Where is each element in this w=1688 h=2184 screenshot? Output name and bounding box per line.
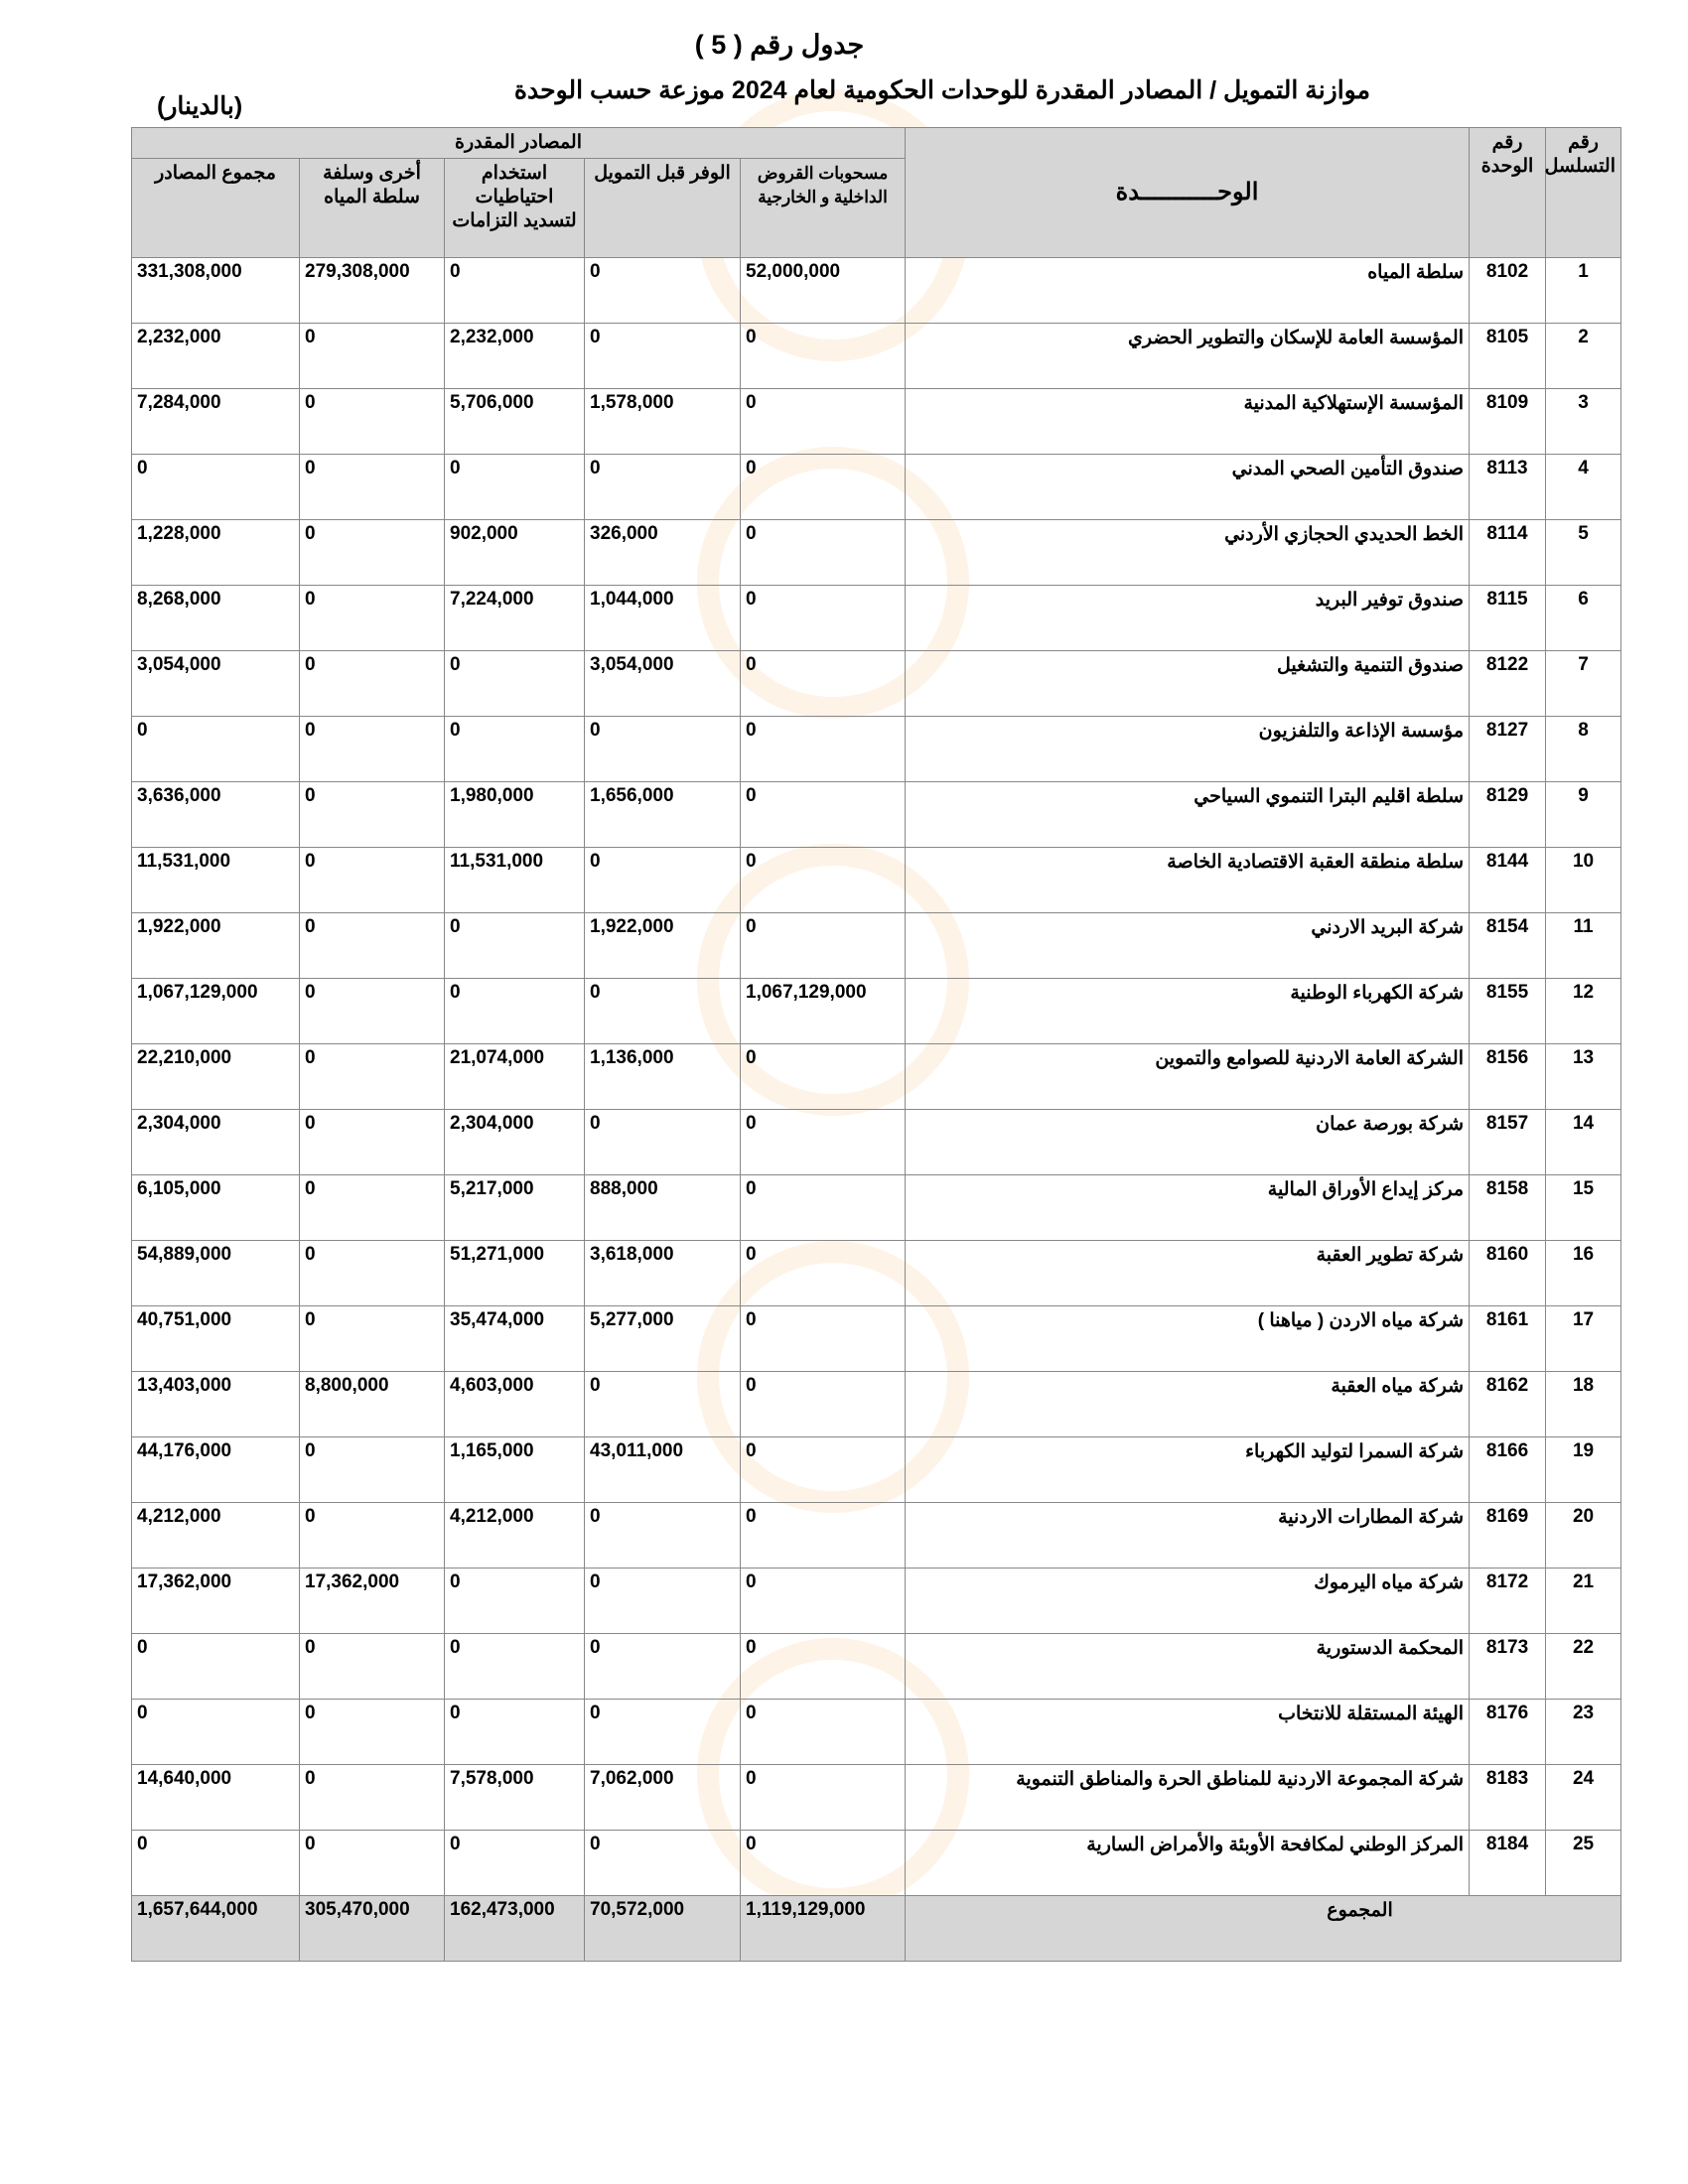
unit-code-cell: 8114 xyxy=(1470,520,1546,586)
header-reserves: استخدام احتياطيات لتسديد التزامات xyxy=(445,159,585,258)
surplus-cell: 0 xyxy=(585,455,741,520)
unit-code-cell: 8161 xyxy=(1470,1306,1546,1372)
surplus-cell: 1,656,000 xyxy=(585,782,741,848)
totals-row xyxy=(132,1896,1621,1962)
surplus-cell: 3,618,000 xyxy=(585,1241,741,1306)
serial-cell: 4 xyxy=(1546,455,1621,520)
table-row xyxy=(132,1110,1621,1175)
total-cell: 2,304,000 xyxy=(132,1110,300,1175)
reserves-cell: 0 xyxy=(445,979,585,1044)
surplus-cell: 1,136,000 xyxy=(585,1044,741,1110)
header-total: مجموع المصادر xyxy=(132,159,300,258)
total-cell: 0 xyxy=(132,1700,300,1765)
total-cell: 13,403,000 xyxy=(132,1372,300,1437)
reserves-cell: 0 xyxy=(445,913,585,979)
serial-cell: 7 xyxy=(1546,651,1621,717)
loans-cell: 0 xyxy=(741,1634,906,1700)
table-row xyxy=(132,1044,1621,1110)
table-row xyxy=(132,455,1621,520)
total-cell: 331,308,000 xyxy=(132,258,300,324)
other-cell: 0 xyxy=(300,1831,445,1896)
reserves-cell: 51,271,000 xyxy=(445,1241,585,1306)
unit-code-cell: 8183 xyxy=(1470,1765,1546,1831)
serial-cell: 10 xyxy=(1546,848,1621,913)
serial-cell: 14 xyxy=(1546,1110,1621,1175)
surplus-cell: 0 xyxy=(585,1700,741,1765)
total-cell: 6,105,000 xyxy=(132,1175,300,1241)
unit-name-cell: شركة المطارات الاردنية xyxy=(906,1503,1470,1569)
other-cell: 0 xyxy=(300,1765,445,1831)
other-cell: 0 xyxy=(300,520,445,586)
unit-name-cell: مؤسسة الإذاعة والتلفزيون xyxy=(906,717,1470,782)
total-cell: 4,212,000 xyxy=(132,1503,300,1569)
serial-cell: 5 xyxy=(1546,520,1621,586)
loans-cell: 0 xyxy=(741,1765,906,1831)
unit-name-cell: مركز إيداع الأوراق المالية xyxy=(906,1175,1470,1241)
serial-cell: 9 xyxy=(1546,782,1621,848)
other-cell: 0 xyxy=(300,389,445,455)
other-cell: 0 xyxy=(300,1306,445,1372)
total-reserves-cell: 162,473,000 xyxy=(445,1896,585,1962)
unit-name-cell: شركة مياه الاردن ( مياهنا ) xyxy=(906,1306,1470,1372)
table-row xyxy=(132,1437,1621,1503)
reserves-cell: 5,706,000 xyxy=(445,389,585,455)
document-subtitle: موازنة التمويل / المصادر المقدرة للوحدات الحكومية لعام 2024 موزعة حسب الوحدة xyxy=(513,76,1370,104)
header-sources-group: المصادر المقدرة xyxy=(132,128,906,159)
other-cell: 0 xyxy=(300,1700,445,1765)
loans-cell: 0 xyxy=(741,782,906,848)
total-cell: 2,232,000 xyxy=(132,324,300,389)
budget-table xyxy=(131,127,1621,1962)
loans-cell: 0 xyxy=(741,1110,906,1175)
reserves-cell: 5,217,000 xyxy=(445,1175,585,1241)
serial-cell: 11 xyxy=(1546,913,1621,979)
table-row xyxy=(132,1306,1621,1372)
unit-name-cell: الخط الحديدي الحجازي الأردني xyxy=(906,520,1470,586)
unit-code-cell: 8169 xyxy=(1470,1503,1546,1569)
unit-name-cell: شركة السمرا لتوليد الكهرباء xyxy=(906,1437,1470,1503)
serial-cell: 19 xyxy=(1546,1437,1621,1503)
table-row xyxy=(132,586,1621,651)
unit-name-cell: سلطة المياه xyxy=(906,258,1470,324)
total-cell: 40,751,000 xyxy=(132,1306,300,1372)
surplus-cell: 5,277,000 xyxy=(585,1306,741,1372)
other-cell: 0 xyxy=(300,782,445,848)
table-row xyxy=(132,913,1621,979)
table-row xyxy=(132,324,1621,389)
unit-name-cell: المؤسسة الإستهلاكية المدنية xyxy=(906,389,1470,455)
reserves-cell: 0 xyxy=(445,1569,585,1634)
reserves-cell: 0 xyxy=(445,651,585,717)
other-cell: 0 xyxy=(300,1241,445,1306)
unit-code-cell: 8184 xyxy=(1470,1831,1546,1896)
serial-cell: 20 xyxy=(1546,1503,1621,1569)
unit-name-cell: شركة مياه العقبة xyxy=(906,1372,1470,1437)
unit-code-cell: 8154 xyxy=(1470,913,1546,979)
totals-label: المجموع xyxy=(906,1896,1621,1962)
reserves-cell: 21,074,000 xyxy=(445,1044,585,1110)
reserves-cell: 4,212,000 xyxy=(445,1503,585,1569)
reserves-cell: 0 xyxy=(445,455,585,520)
table-row xyxy=(132,520,1621,586)
surplus-cell: 0 xyxy=(585,1634,741,1700)
header-unit: الوحـــــــــــدة xyxy=(906,128,1470,258)
reserves-cell: 0 xyxy=(445,717,585,782)
unit-name-cell: صندوق التأمين الصحي المدني xyxy=(906,455,1470,520)
loans-cell: 0 xyxy=(741,1306,906,1372)
loans-cell: 0 xyxy=(741,913,906,979)
other-cell: 0 xyxy=(300,913,445,979)
loans-cell: 0 xyxy=(741,848,906,913)
loans-cell: 0 xyxy=(741,1372,906,1437)
total-cell: 1,067,129,000 xyxy=(132,979,300,1044)
surplus-cell: 326,000 xyxy=(585,520,741,586)
currency-unit: (بالدينار) xyxy=(157,92,243,120)
table-row xyxy=(132,1765,1621,1831)
unit-name-cell: المحكمة الدستورية xyxy=(906,1634,1470,1700)
loans-cell: 0 xyxy=(741,1241,906,1306)
surplus-cell: 0 xyxy=(585,1372,741,1437)
reserves-cell: 7,578,000 xyxy=(445,1765,585,1831)
surplus-cell: 1,578,000 xyxy=(585,389,741,455)
reserves-cell: 902,000 xyxy=(445,520,585,586)
serial-cell: 13 xyxy=(1546,1044,1621,1110)
unit-code-cell: 8158 xyxy=(1470,1175,1546,1241)
unit-name-cell: شركة مياه اليرموك xyxy=(906,1569,1470,1634)
serial-cell: 1 xyxy=(1546,258,1621,324)
surplus-cell: 888,000 xyxy=(585,1175,741,1241)
table-row xyxy=(132,651,1621,717)
total-cell: 1,922,000 xyxy=(132,913,300,979)
unit-code-cell: 8155 xyxy=(1470,979,1546,1044)
other-cell: 0 xyxy=(300,1044,445,1110)
loans-cell: 0 xyxy=(741,1700,906,1765)
surplus-cell: 1,922,000 xyxy=(585,913,741,979)
surplus-cell: 0 xyxy=(585,979,741,1044)
unit-code-cell: 8162 xyxy=(1470,1372,1546,1437)
other-cell: 8,800,000 xyxy=(300,1372,445,1437)
unit-code-cell: 8160 xyxy=(1470,1241,1546,1306)
unit-code-cell: 8156 xyxy=(1470,1044,1546,1110)
serial-cell: 23 xyxy=(1546,1700,1621,1765)
surplus-cell: 3,054,000 xyxy=(585,651,741,717)
unit-code-cell: 8166 xyxy=(1470,1437,1546,1503)
unit-code-cell: 8113 xyxy=(1470,455,1546,520)
unit-name-cell: المركز الوطني لمكافحة الأوبئة والأمراض السارية xyxy=(906,1831,1470,1896)
unit-code-cell: 8127 xyxy=(1470,717,1546,782)
unit-name-cell: شركة المجموعة الاردنية للمناطق الحرة والمناطق التنموية xyxy=(906,1765,1470,1831)
loans-cell: 0 xyxy=(741,389,906,455)
other-cell: 0 xyxy=(300,1437,445,1503)
table-row xyxy=(132,1175,1621,1241)
unit-code-cell: 8105 xyxy=(1470,324,1546,389)
unit-code-cell: 8102 xyxy=(1470,258,1546,324)
total-cell: 0 xyxy=(132,455,300,520)
total-cell: 8,268,000 xyxy=(132,586,300,651)
serial-cell: 12 xyxy=(1546,979,1621,1044)
table-row xyxy=(132,258,1621,324)
reserves-cell: 11,531,000 xyxy=(445,848,585,913)
surplus-cell: 0 xyxy=(585,1503,741,1569)
other-cell: 0 xyxy=(300,455,445,520)
serial-cell: 2 xyxy=(1546,324,1621,389)
surplus-cell: 0 xyxy=(585,848,741,913)
unit-name-cell: سلطة منطقة العقبة الاقتصادية الخاصة xyxy=(906,848,1470,913)
unit-name-cell: المؤسسة العامة للإسكان والتطوير الحضري xyxy=(906,324,1470,389)
loans-cell: 0 xyxy=(741,455,906,520)
surplus-cell: 43,011,000 xyxy=(585,1437,741,1503)
total-cell: 1,228,000 xyxy=(132,520,300,586)
table-row xyxy=(132,1831,1621,1896)
serial-cell: 17 xyxy=(1546,1306,1621,1372)
total-surplus-cell: 70,572,000 xyxy=(585,1896,741,1962)
surplus-cell: 0 xyxy=(585,717,741,782)
serial-cell: 24 xyxy=(1546,1765,1621,1831)
unit-code-cell: 8173 xyxy=(1470,1634,1546,1700)
unit-code-cell: 8176 xyxy=(1470,1700,1546,1765)
table-row xyxy=(132,389,1621,455)
loans-cell: 0 xyxy=(741,1569,906,1634)
unit-name-cell: الهيئة المستقلة للانتخاب xyxy=(906,1700,1470,1765)
loans-cell: 0 xyxy=(741,324,906,389)
other-cell: 279,308,000 xyxy=(300,258,445,324)
table-row xyxy=(132,1503,1621,1569)
unit-name-cell: شركة الكهرباء الوطنية xyxy=(906,979,1470,1044)
serial-cell: 18 xyxy=(1546,1372,1621,1437)
surplus-cell: 0 xyxy=(585,1110,741,1175)
total-cell: 17,362,000 xyxy=(132,1569,300,1634)
unit-code-cell: 8144 xyxy=(1470,848,1546,913)
loans-cell: 0 xyxy=(741,1437,906,1503)
total-cell: 11,531,000 xyxy=(132,848,300,913)
unit-name-cell: شركة بورصة عمان xyxy=(906,1110,1470,1175)
other-cell: 0 xyxy=(300,1634,445,1700)
header-unit-number: رقم الوحدة xyxy=(1470,128,1546,258)
total-cell: 22,210,000 xyxy=(132,1044,300,1110)
surplus-cell: 1,044,000 xyxy=(585,586,741,651)
unit-name-cell: سلطة اقليم البترا التنموي السياحي xyxy=(906,782,1470,848)
other-cell: 0 xyxy=(300,979,445,1044)
table-row xyxy=(132,1634,1621,1700)
table-row xyxy=(132,717,1621,782)
other-cell: 0 xyxy=(300,1175,445,1241)
unit-code-cell: 8122 xyxy=(1470,651,1546,717)
reserves-cell: 0 xyxy=(445,258,585,324)
total-cell: 0 xyxy=(132,1831,300,1896)
unit-code-cell: 8172 xyxy=(1470,1569,1546,1634)
reserves-cell: 4,603,000 xyxy=(445,1372,585,1437)
reserves-cell: 2,304,000 xyxy=(445,1110,585,1175)
total-cell: 3,054,000 xyxy=(132,651,300,717)
other-cell: 0 xyxy=(300,1110,445,1175)
serial-cell: 3 xyxy=(1546,389,1621,455)
reserves-cell: 1,165,000 xyxy=(445,1437,585,1503)
loans-cell: 0 xyxy=(741,586,906,651)
reserves-cell: 2,232,000 xyxy=(445,324,585,389)
loans-cell: 0 xyxy=(741,1831,906,1896)
reserves-cell: 0 xyxy=(445,1831,585,1896)
header-loans: مسحوبات القروض الداخلية و الخارجية xyxy=(741,159,906,258)
total-cell: 0 xyxy=(132,1634,300,1700)
total-cell: 3,636,000 xyxy=(132,782,300,848)
unit-code-cell: 8109 xyxy=(1470,389,1546,455)
table-row xyxy=(132,1700,1621,1765)
other-cell: 0 xyxy=(300,324,445,389)
table-row xyxy=(132,782,1621,848)
other-cell: 17,362,000 xyxy=(300,1569,445,1634)
loans-cell: 0 xyxy=(741,651,906,717)
surplus-cell: 0 xyxy=(585,1831,741,1896)
serial-cell: 16 xyxy=(1546,1241,1621,1306)
loans-cell: 52,000,000 xyxy=(741,258,906,324)
unit-name-cell: صندوق التنمية والتشغيل xyxy=(906,651,1470,717)
total-loans-cell: 1,119,129,000 xyxy=(741,1896,906,1962)
surplus-cell: 0 xyxy=(585,1569,741,1634)
other-cell: 0 xyxy=(300,848,445,913)
loans-cell: 1,067,129,000 xyxy=(741,979,906,1044)
serial-cell: 15 xyxy=(1546,1175,1621,1241)
loans-cell: 0 xyxy=(741,1503,906,1569)
table-row xyxy=(132,1241,1621,1306)
unit-name-cell: شركة تطوير العقبة xyxy=(906,1241,1470,1306)
total-cell: 44,176,000 xyxy=(132,1437,300,1503)
surplus-cell: 0 xyxy=(585,258,741,324)
header-serial: رقم التسلسل xyxy=(1546,128,1621,258)
total-cell: 54,889,000 xyxy=(132,1241,300,1306)
loans-cell: 0 xyxy=(741,717,906,782)
other-cell: 0 xyxy=(300,717,445,782)
header-other: أخرى وسلفة سلطة المياه xyxy=(300,159,445,258)
loans-cell: 0 xyxy=(741,520,906,586)
unit-code-cell: 8157 xyxy=(1470,1110,1546,1175)
total-cell: 14,640,000 xyxy=(132,1765,300,1831)
other-cell: 0 xyxy=(300,651,445,717)
other-cell: 0 xyxy=(300,586,445,651)
unit-name-cell: الشركة العامة الاردنية للصوامع والتموين xyxy=(906,1044,1470,1110)
unit-name-cell: شركة البريد الاردني xyxy=(906,913,1470,979)
surplus-cell: 0 xyxy=(585,324,741,389)
unit-code-cell: 8115 xyxy=(1470,586,1546,651)
reserves-cell: 7,224,000 xyxy=(445,586,585,651)
reserves-cell: 1,980,000 xyxy=(445,782,585,848)
table-row xyxy=(132,848,1621,913)
header-surplus: الوفر قبل التمويل xyxy=(585,159,741,258)
serial-cell: 8 xyxy=(1546,717,1621,782)
other-cell: 0 xyxy=(300,1503,445,1569)
unit-code-cell: 8129 xyxy=(1470,782,1546,848)
total-other-cell: 305,470,000 xyxy=(300,1896,445,1962)
unit-name-cell: صندوق توفير البريد xyxy=(906,586,1470,651)
surplus-cell: 7,062,000 xyxy=(585,1765,741,1831)
serial-cell: 25 xyxy=(1546,1831,1621,1896)
reserves-cell: 35,474,000 xyxy=(445,1306,585,1372)
reserves-cell: 0 xyxy=(445,1700,585,1765)
total-cell: 0 xyxy=(132,717,300,782)
loans-cell: 0 xyxy=(741,1044,906,1110)
reserves-cell: 0 xyxy=(445,1634,585,1700)
total-cell: 7,284,000 xyxy=(132,389,300,455)
serial-cell: 21 xyxy=(1546,1569,1621,1634)
table-row xyxy=(132,1569,1621,1634)
loans-cell: 0 xyxy=(741,1175,906,1241)
serial-cell: 6 xyxy=(1546,586,1621,651)
table-number-title: جدول رقم ( 5 ) xyxy=(694,30,865,60)
table-row xyxy=(132,1372,1621,1437)
total-total-cell: 1,657,644,000 xyxy=(132,1896,300,1962)
table-row xyxy=(132,979,1621,1044)
serial-cell: 22 xyxy=(1546,1634,1621,1700)
